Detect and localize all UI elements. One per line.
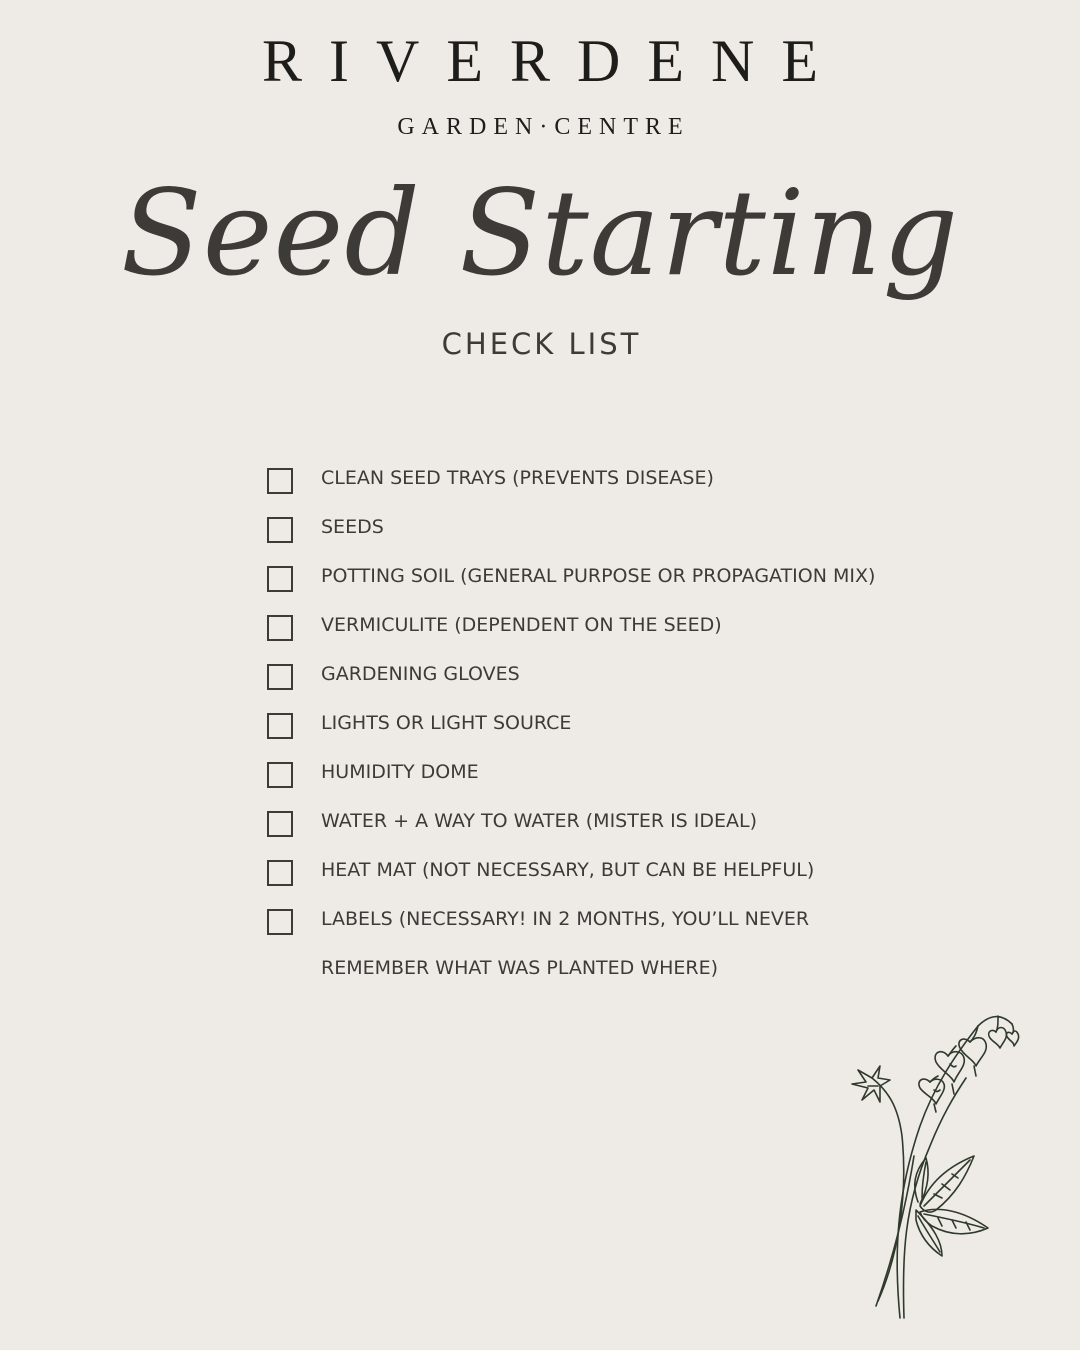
checkbox[interactable]: [267, 811, 293, 837]
checkbox[interactable]: [267, 566, 293, 592]
bleeding-heart-flower-icon: [838, 1006, 1028, 1326]
checklist-item: [267, 468, 917, 508]
checklist-item-label: LABELS (NECESSARY! IN 2 MONTHS, YOU’LL NEVER REMEMBER WHAT WAS PLANTED WHERE): [321, 908, 810, 979]
checklist-item: [267, 566, 917, 606]
checklist-item-label: WATER + A WAY TO WATER (MISTER IS IDEAL): [321, 810, 758, 832]
checkbox[interactable]: [267, 664, 293, 690]
checkbox[interactable]: [267, 762, 293, 788]
checklist-item: [267, 517, 917, 557]
checklist-item-label: HEAT MAT (NOT NECESSARY, BUT CAN BE HELPFUL): [321, 859, 815, 881]
checklist-item-label: SEEDS: [321, 516, 384, 538]
checklist-item: [267, 762, 917, 802]
checkbox[interactable]: [267, 517, 293, 543]
brand-subtitle: GARDEN·CENTRE: [397, 114, 690, 140]
checklist-heading: CHECK LIST: [441, 327, 642, 361]
checklist-item-label: VERMICULITE (DEPENDENT ON THE SEED): [321, 614, 722, 636]
checklist-item-label: GARDENING GLOVES: [321, 663, 520, 685]
checklist-item: [267, 664, 917, 704]
brand-wordmark: RIVERDENE: [262, 28, 845, 94]
checklist-item: [267, 811, 917, 851]
checkbox[interactable]: [267, 860, 293, 886]
checkbox[interactable]: [267, 713, 293, 739]
checklist-item-label: CLEAN SEED TRAYS (PREVENTS DISEASE): [321, 467, 714, 489]
page-title: Seed Starting: [120, 164, 960, 302]
checklist-item: [267, 615, 917, 655]
checkbox[interactable]: [267, 909, 293, 935]
checklist-item: [267, 909, 917, 999]
checklist-item-label: POTTING SOIL (GENERAL PURPOSE OR PROPAGATION MIX): [321, 565, 876, 587]
checklist-item: [267, 860, 917, 900]
checkbox[interactable]: [267, 468, 293, 494]
checklist-item-label: HUMIDITY DOME: [321, 761, 479, 783]
checkbox[interactable]: [267, 615, 293, 641]
checklist-item-label: LIGHTS OR LIGHT SOURCE: [321, 712, 572, 734]
checklist-item: [267, 713, 917, 753]
